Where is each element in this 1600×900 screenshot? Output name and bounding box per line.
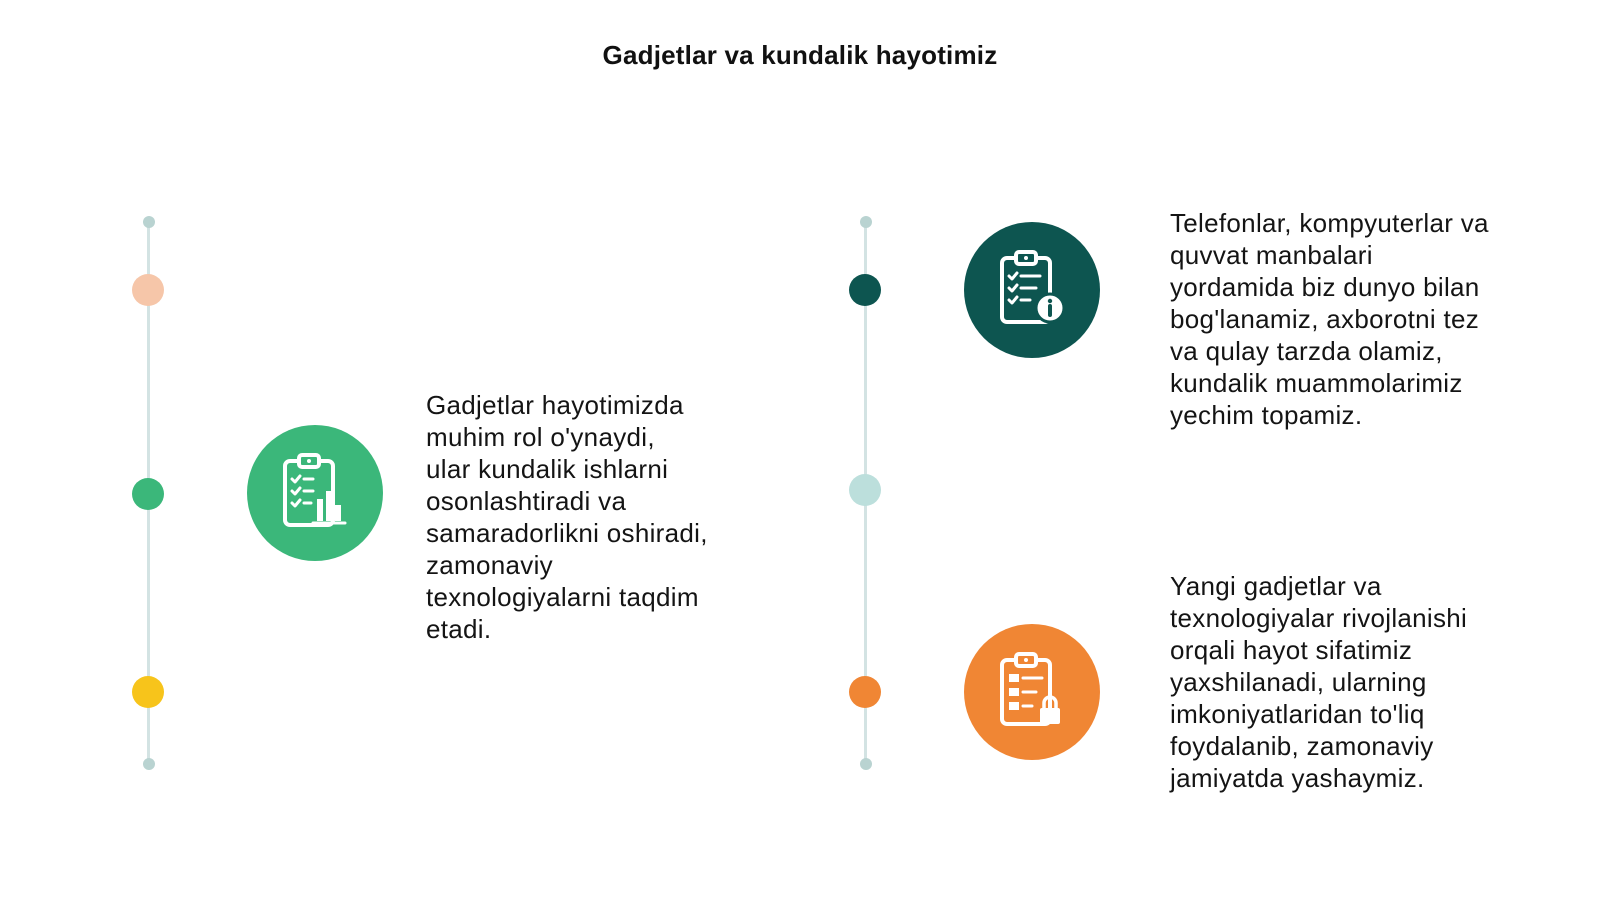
timeline-left-dot-yellow [132, 676, 164, 708]
clipboard-info-icon [994, 248, 1070, 333]
item-1-text: Gadjetlar hayotimizda muhim rol o'ynaydi, ular kundalik ishlarni osonlashtiradi va samaradorlikni oshiradi, zamonaviy texnologiyalarni taqdim etadi. [426, 390, 708, 644]
icon-circle-green [247, 425, 383, 561]
item-3-text: Yangi gadjetlar va texnologiyalar rivojlanishi orqali hayot sifatimiz yaxshilanadi, ularning imkoniyatlaridan to'liq foydalanib, zamonaviy jamiyatda yashaymiz. [1170, 571, 1468, 793]
timeline-left-top-endpoint [143, 216, 155, 228]
page-title: Gadjetlar va kundalik hayotimiz [602, 40, 998, 70]
timeline-right-bottom-endpoint [860, 758, 872, 770]
timeline-left-bottom-endpoint [143, 758, 155, 770]
clipboard-lock-icon [994, 650, 1070, 735]
timeline-left-dot-green [132, 478, 164, 510]
timeline-left-dot-peach [132, 274, 164, 306]
clipboard-chart-icon [277, 451, 353, 536]
timeline-right-dot-light-teal [849, 474, 881, 506]
timeline-right-dot-orange [849, 676, 881, 708]
icon-circle-teal [964, 222, 1100, 358]
item-2-text: Telefonlar, kompyuterlar va quvvat manbalari yordamida biz dunyo bilan bog'lanamiz, axborotni tez va qulay tarzda olamiz, kundalik muammolarimiz yechim topamiz. [1170, 208, 1489, 430]
icon-circle-orange [964, 624, 1100, 760]
timeline-right-dot-teal [849, 274, 881, 306]
timeline-right-top-endpoint [860, 216, 872, 228]
